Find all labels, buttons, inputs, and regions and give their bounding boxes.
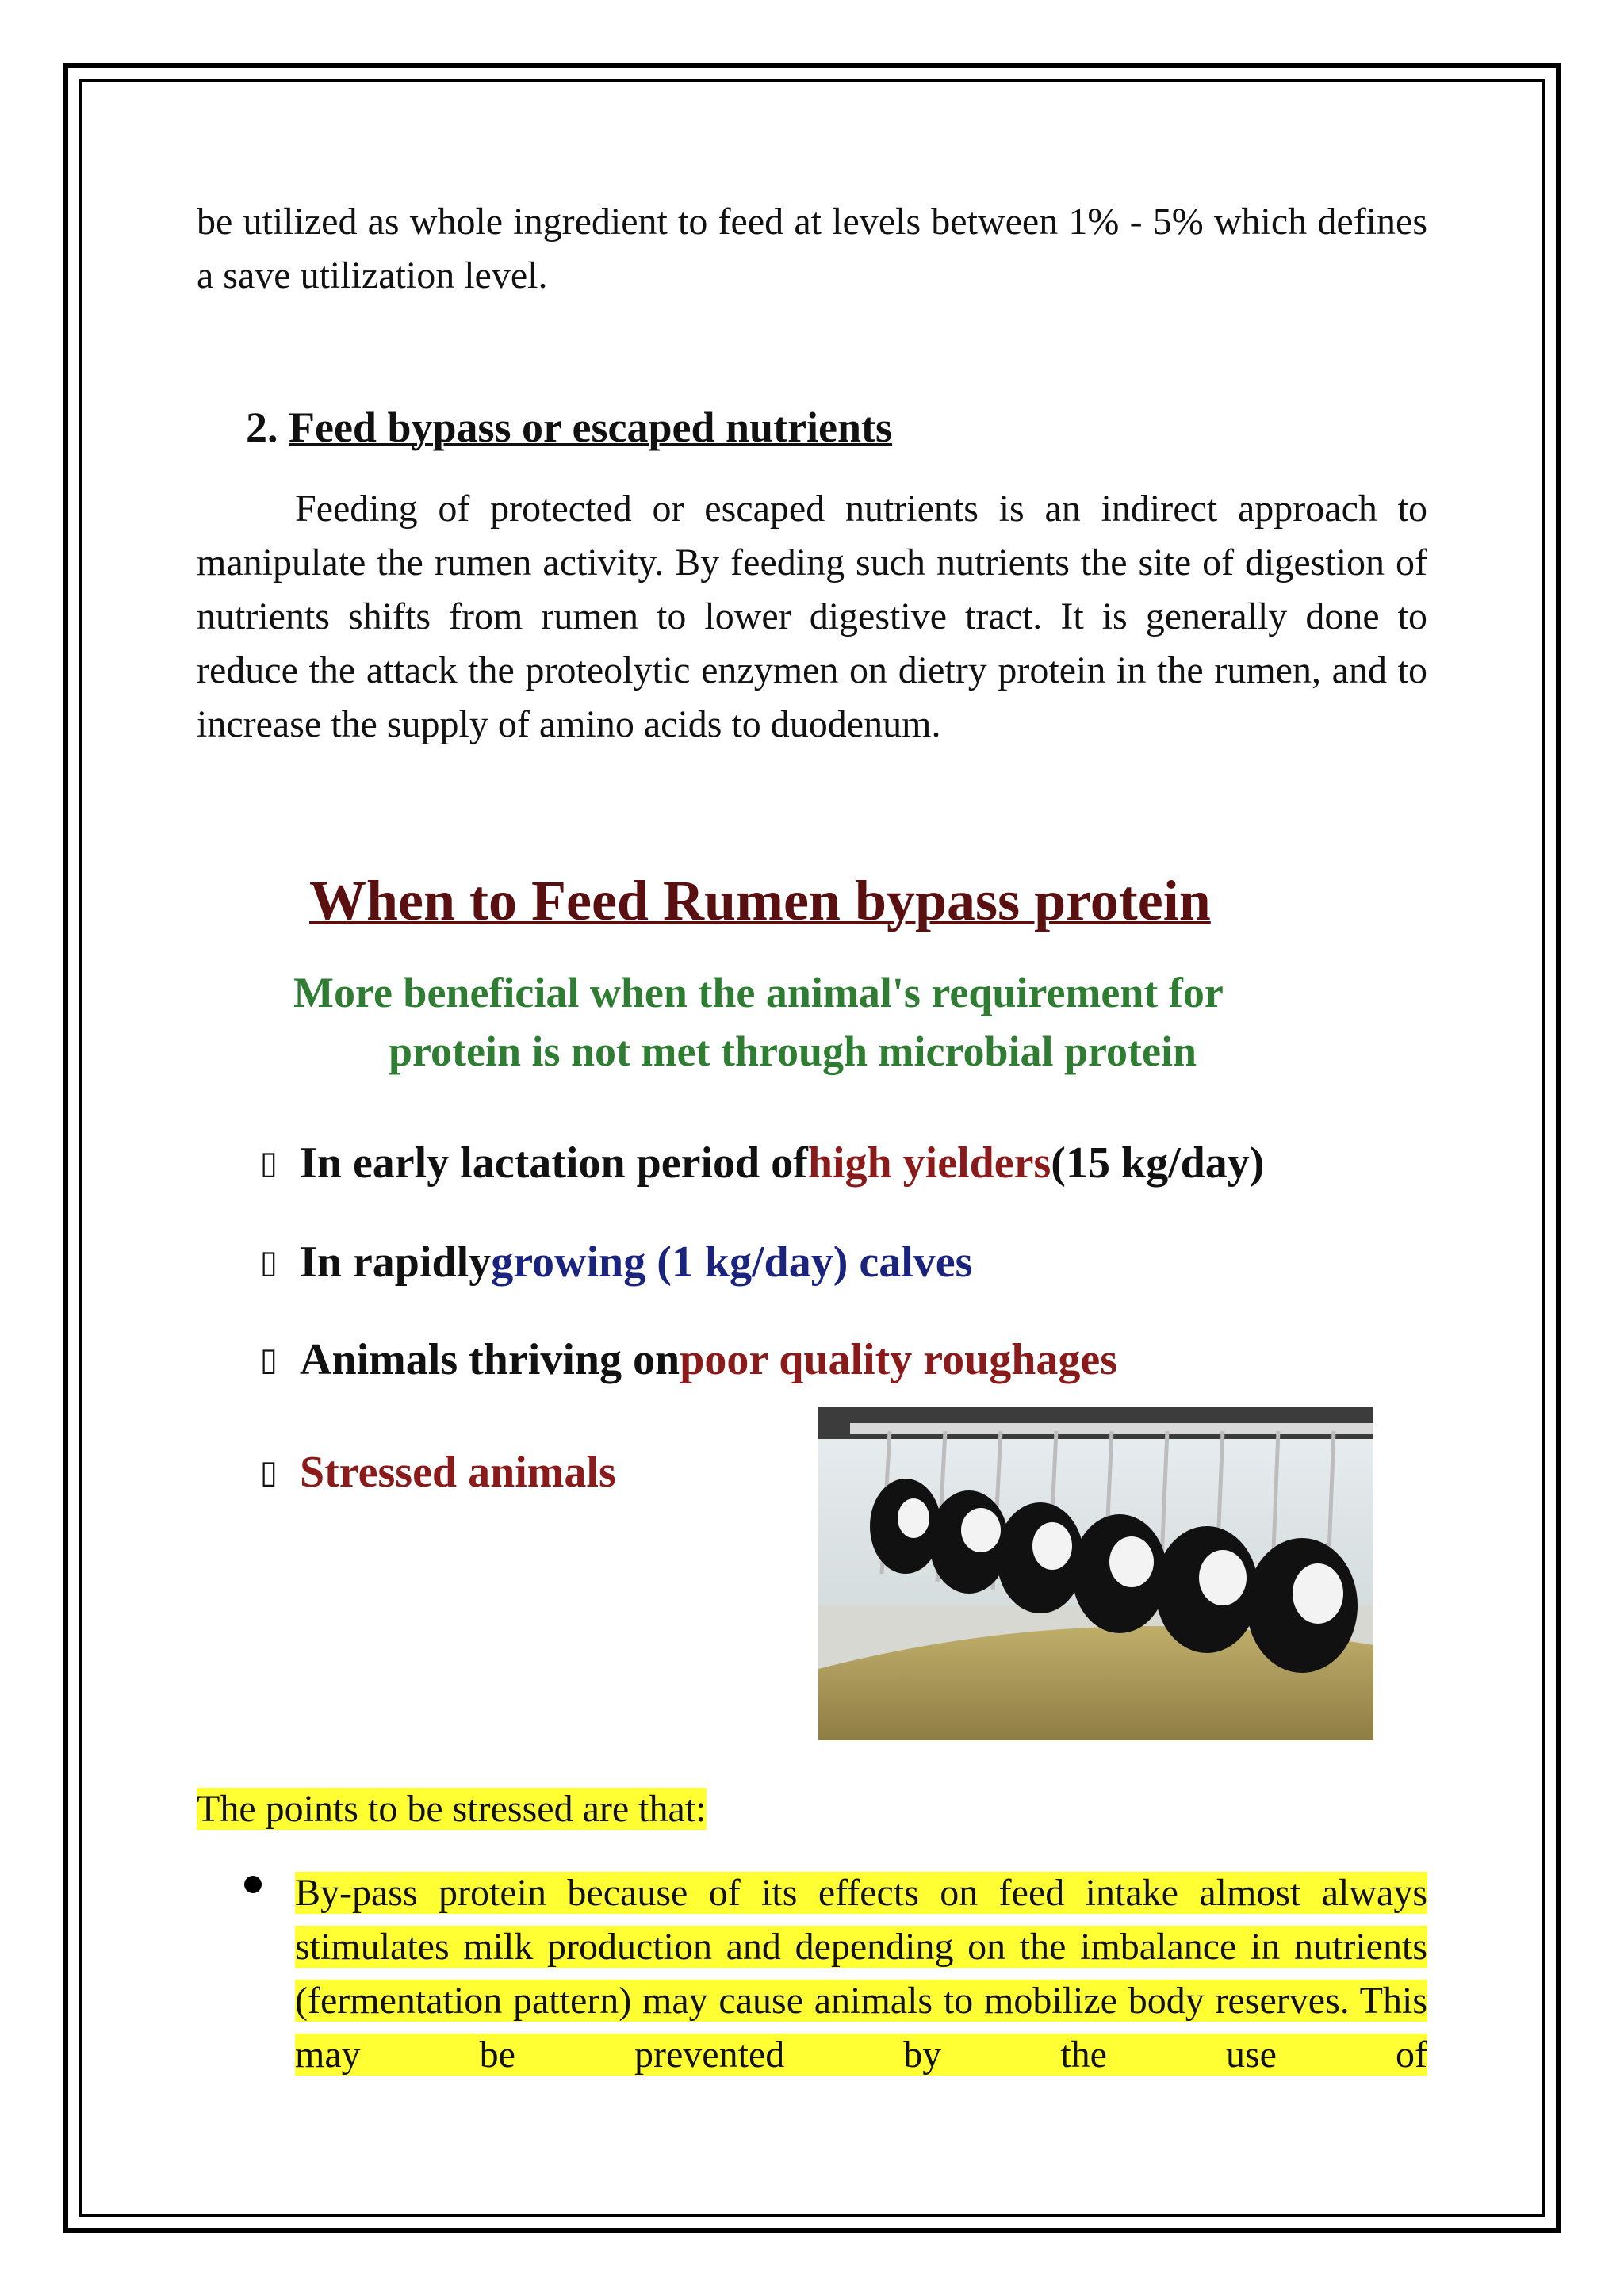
- bullet-text-highlight: poor quality roughages: [680, 1335, 1118, 1384]
- slide-subtitle-line-1: More beneficial when the animal's requirement for: [293, 969, 1224, 1016]
- slide-subtitle-line-2: protein is not met through microbial protein: [389, 1027, 1197, 1075]
- bullet-text: In rapidly: [300, 1238, 492, 1287]
- bullet-box-icon: ▯: [260, 1244, 278, 1280]
- bullet-text: Animals thriving on: [300, 1335, 680, 1384]
- bullet-text-highlight: high yielders: [807, 1138, 1051, 1188]
- list-item-text: By-pass protein because of its effects on feed intake almost always stimulates milk production and depending on the imbalance in nutrients (fermentation pattern) may cause animals to mobilize body reserves. This may be prevented by the use of: [295, 1872, 1427, 2076]
- slide-bullet-poor-roughages: [260, 1334, 1117, 1385]
- list-item-bypass-protein: [295, 1866, 1427, 2082]
- slide-subtitle: [293, 963, 1372, 1081]
- slide-title: When to Feed Rumen bypass protein: [309, 869, 1211, 932]
- slide-image: [246, 852, 1380, 1760]
- bullet-text-highlight: Stressed animals: [300, 1448, 616, 1497]
- points-lead: [197, 1782, 707, 1836]
- section-heading: [246, 403, 892, 452]
- cows-feeding-photo: [818, 1407, 1373, 1740]
- bullet-box-icon: ▯: [260, 1454, 278, 1490]
- bullet-text: (15 kg/day): [1051, 1138, 1265, 1188]
- slide-bullet-growing-calves: [260, 1237, 972, 1288]
- paragraph-feed-bypass: Feeding of protected or escaped nutrients is an indirect approach to manipulate the rumen activity. By feeding such nutrients the site of digestion of nutrients shifts from rumen to lower digestive tract. It is generally done to reduce the attack the proteolytic enzymen on dietry protein in the rumen, and to increase the supply of amino acids to duodenum.: [197, 488, 1427, 745]
- heading-title: Feed bypass or escaped nutrients: [289, 404, 893, 451]
- bullet-box-icon: ▯: [260, 1341, 278, 1378]
- bullet-text: In early lactation period of: [300, 1138, 808, 1188]
- slide-bullet-stressed-animals: [260, 1447, 616, 1498]
- heading-number: 2.: [246, 404, 278, 451]
- bullet-box-icon: ▯: [260, 1145, 278, 1181]
- bullet-text-highlight: growing (1 kg/day) calves: [491, 1238, 973, 1287]
- slide-bullet-early-lactation: [260, 1138, 1264, 1188]
- points-lead-text: The points to be stressed are that:: [197, 1788, 707, 1830]
- paragraph-continuation: be utilized as whole ingredient to feed at levels between 1% - 5% which defines a save utilization level.: [197, 201, 1427, 297]
- list-bullet-icon: [244, 1876, 262, 1893]
